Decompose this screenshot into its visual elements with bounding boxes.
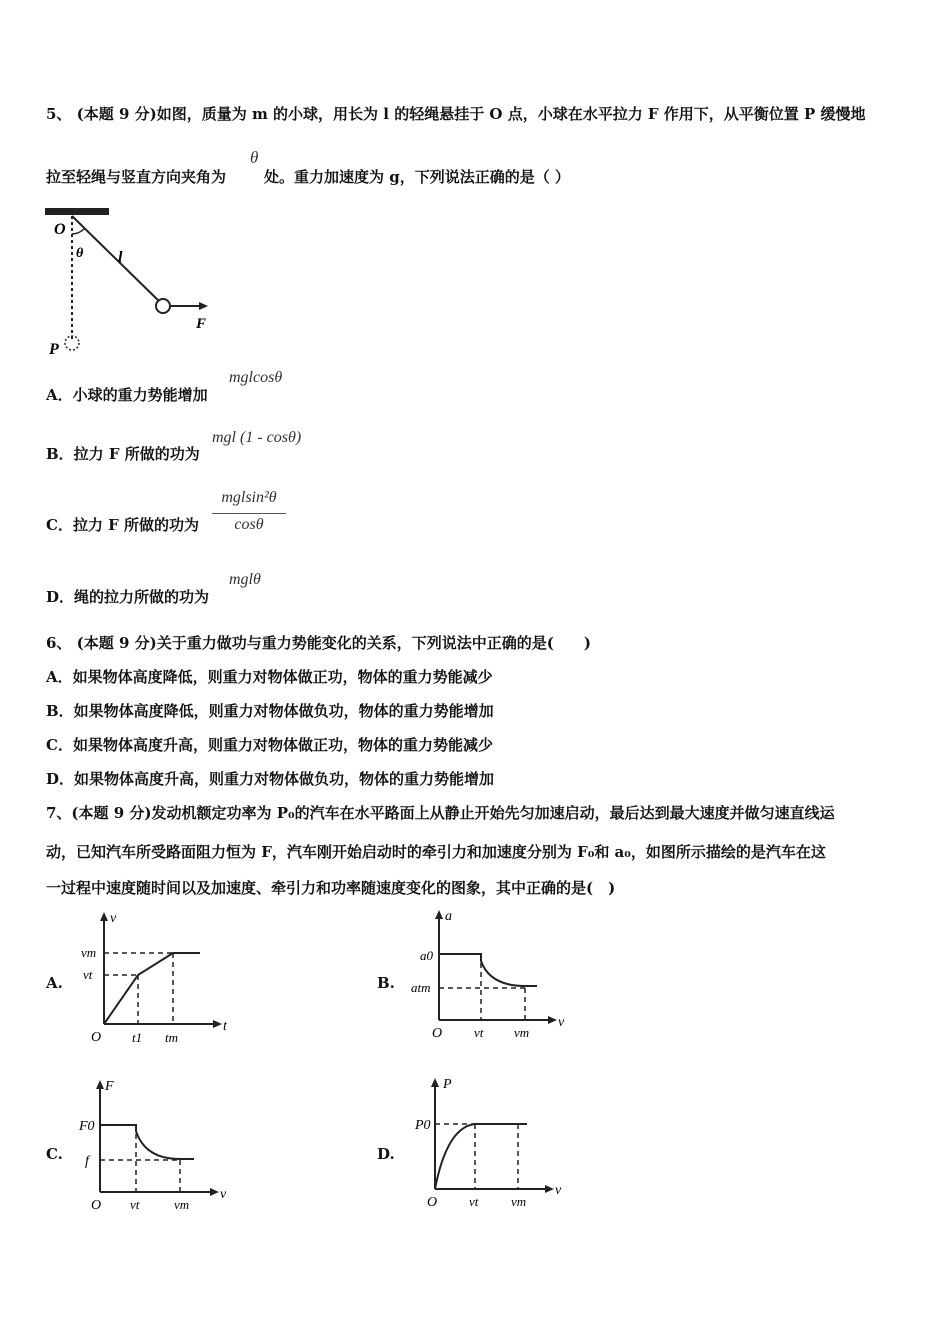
graph-b-atm: atm (411, 980, 431, 995)
graph-c-origin: O (91, 1198, 102, 1213)
q5-option-a: A．小球的重力势能增加 (46, 386, 208, 404)
q5-stem-line2a: 拉至轻绳与竖直方向夹角为 (46, 168, 227, 186)
graph-b-vm: vm (514, 1025, 530, 1040)
graph-a-curve (104, 953, 200, 1024)
q7-stem-line2: 动，已知汽车所受路面阻力恒为 F，汽车刚开始启动时的牵引力和加速度分别为 F₀和 a₀，如图所示描绘的是汽车在这 (46, 843, 826, 861)
graph-c-vt: vt (130, 1197, 140, 1212)
graph-b-vt: vt (474, 1025, 484, 1040)
q5-stem-line1: 5、 (本题 9 分)如图，质量为 m 的小球，用长为 l 的轻绳悬挂于 O 点，小球在水平拉力 F 作用下，从平衡位置 P 缓慢地 (46, 105, 866, 123)
graph-a-origin: O (91, 1030, 102, 1045)
graph-c-label: C. (46, 1145, 63, 1163)
graph-b-curve (439, 954, 537, 986)
label-theta: θ (76, 246, 84, 261)
graph-c-y-label: F (105, 1079, 114, 1094)
graph-d-label: D. (377, 1145, 395, 1163)
q5-option-c-num: mglsin²θ (221, 489, 277, 506)
force-arrow-head (199, 302, 208, 310)
q6-option-a: A．如果物体高度降低，则重力对物体做正功，物体的重力势能减少 (46, 668, 493, 686)
label-F: F (196, 316, 207, 332)
graph-b-label: B. (377, 974, 395, 992)
q5-option-a-expr: mglcosθ (229, 369, 283, 386)
q6-option-d: D．如果物体高度升高，则重力对物体做负功，物体的重力势能增加 (46, 770, 495, 788)
graph-d-x-label: v (555, 1183, 562, 1198)
ball (156, 299, 170, 313)
graph-a-t1: t1 (132, 1030, 143, 1045)
angle-arc (72, 229, 84, 234)
graph-b (400, 906, 575, 1046)
graph-d-P0: P0 (415, 1118, 431, 1133)
graph-b-a0: a0 (420, 948, 433, 963)
graph-c-x-label: v (220, 1187, 227, 1202)
q5-pendulum-figure (40, 200, 240, 360)
q5-theta: θ (250, 148, 259, 167)
graph-d-curve (435, 1124, 527, 1189)
label-P: P (49, 341, 59, 358)
graph-d-vt: vt (469, 1194, 479, 1209)
q5-stem-line2b: 处。重力加速度为 g，下列说法正确的是（ ） (264, 168, 570, 186)
graph-a-y-label: v (110, 911, 117, 926)
graph-d (405, 1072, 575, 1214)
graph-c-vm: vm (174, 1197, 190, 1212)
q5-option-d-expr: mglθ (229, 571, 261, 588)
graph-b-y-label: a (445, 909, 452, 924)
graph-b-x-label: v (558, 1015, 565, 1030)
q6-option-b: B．如果物体高度降低，则重力对物体做负功，物体的重力势能增加 (46, 702, 494, 720)
q5-option-b-expr: mgl (1 - cosθ) (212, 429, 302, 446)
q6-option-c: C．如果物体高度升高，则重力对物体做正功，物体的重力势能减少 (46, 736, 493, 754)
q5-option-c-fraction-bar (212, 513, 286, 514)
q6-stem: 6、 (本题 9 分)关于重力做功与重力势能变化的关系，下列说法中正确的是( ) (46, 634, 591, 652)
graph-a (70, 908, 240, 1050)
graph-c (70, 1074, 235, 1216)
label-l: l (118, 249, 123, 266)
graph-c-curve (100, 1125, 194, 1159)
graph-a-tm: tm (165, 1030, 178, 1045)
graph-d-origin: O (427, 1195, 438, 1210)
graph-a-x-label: t (223, 1019, 227, 1034)
q5-option-d: D．绳的拉力所做的功为 (46, 588, 210, 606)
graph-d-vm: vm (511, 1194, 527, 1209)
q5-option-c: C．拉力 F 所做的功为 (46, 516, 200, 534)
q7-stem-line1: 7、(本题 9 分)发动机额定功率为 P₀的汽车在水平路面上从静止开始先匀加速启动，最后达到最大速度并做匀速直线运 (46, 804, 835, 822)
graph-a-vm: vm (81, 945, 97, 960)
graph-a-label: A. (46, 974, 63, 992)
ceiling (45, 208, 109, 215)
q5-option-b: B．拉力 F 所做的功为 (46, 445, 200, 463)
graph-d-y-label: P (443, 1077, 452, 1092)
q5-option-c-den: cosθ (234, 516, 264, 533)
graph-b-origin: O (432, 1026, 443, 1041)
q7-stem-line3: 一过程中速度随时间以及加速度、牵引力和功率随速度变化的图象，其中正确的是( ) (46, 879, 616, 897)
graph-a-vt: vt (83, 967, 93, 982)
graph-c-f: f (85, 1154, 89, 1169)
graph-c-F0: F0 (79, 1119, 95, 1134)
label-O: O (54, 221, 66, 238)
